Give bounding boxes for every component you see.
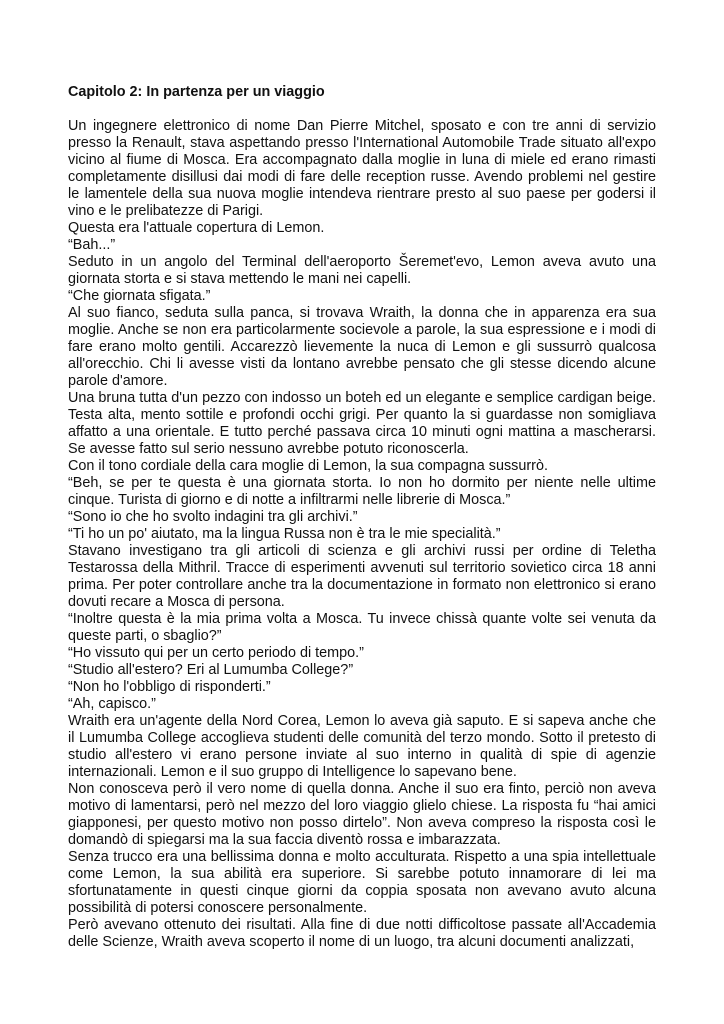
paragraph: Questa era l'attuale copertura di Lemon. [68,220,325,236]
paragraph: “Sono io che ho svolto indagini tra gli archivi.” [68,509,358,525]
paragraph: Senza trucco era una bellissima donna e molto acculturata. Rispetto a una spia intellettuale come Lemon, la sua abilità era superiore. Si sarebbe potuto innamorare di lei ma sfortunatamente in questi cinque giorni da coppia sposata non avevano avuto alcuna possibilità di potersi conoscere personalmente. [68,849,656,916]
paragraph: “Non ho l'obbligo di risponderti.” [68,679,271,695]
paragraph: Wraith era un'agente della Nord Corea, Lemon lo aveva già saputo. E si sapeva anche che il Lumumba College accoglieva studenti delle comunità del terzo mondo. Sotto il pretesto di studio all'estero vi erano persone inviate al suo interno in qualità di spie di agenzie internazionali. Lemon e il suo gruppo di Intelligence lo sapevano bene. [68,713,656,780]
paragraph: Seduto in un angolo del Terminal dell'aeroporto Šeremet'evo, Lemon aveva avuto una giornata storta e si stava mettendo le mani nei capelli. [68,254,656,287]
paragraph: “Ho vissuto qui per un certo periodo di tempo.” [68,645,364,661]
paragraph: Un ingegnere elettronico di nome Dan Pierre Mitchel, sposato e con tre anni di servizio presso la Renault, stava aspettando presso l'International Automobile Trade situato all'expo vicino al fiume di Mosca. Era accompagnato dalla moglie in luna di miele ed erano rimasti completamente disillusi dai modi di fare delle reception russe. Avendo problemi nel gestire le lamentele della sua nuova moglie intendeva rientrare presto al suo paese per godersi il vino e le prelibatezze di Parigi. [68,118,656,219]
paragraph: Non conosceva però il vero nome di quella donna. Anche il suo era finto, perciò non aveva motivo di lamentarsi, però nel mezzo del loro viaggio glielo chiese. La risposta fu “hai amici giapponesi, per questo motivo non posso dirtelo”. Non aveva compreso la risposta così le domandò di spiegarsi ma la sua faccia diventò rossa e imbarazzata. [68,781,656,848]
document-body [68,118,656,951]
paragraph: “Ti ho un po' aiutato, ma la lingua Russa non è tra le mie specialità.” [68,526,501,542]
paragraph: Al suo fianco, seduta sulla panca, si trovava Wraith, la donna che in apparenza era sua moglie. Anche se non era particolarmente socievole a parole, la sua espressione e i modi di fare erano molto gentili. Accarezzò lievemente la nuca di Lemon e gli sussurrò qualcosa all'orecchio. Chi li avesse visti da lontano avrebbe pensato che gli stesse dicendo alcune parole d'amore. [68,305,656,389]
paragraph: “Bah...” [68,237,116,253]
paragraph: Stavano investigano tra gli articoli di scienza e gli archivi russi per ordine di Teletha Testarossa della Mithril. Tracce di esperimenti avvenuti sul territorio sovietico circa 18 anni prima. Per poter controllare anche tra la documentazione in formato non elettronico si erano dovuti recare a Mosca di persona. [68,543,656,610]
chapter-title: Capitolo 2: In partenza per un viaggio [68,84,325,100]
paragraph: “Ah, capisco.” [68,696,156,712]
document-page [68,84,656,951]
paragraph: “Studio all'estero? Eri al Lumumba College?” [68,662,354,678]
paragraph: “Che giornata sfigata.” [68,288,211,304]
paragraph: “Inoltre questa è la mia prima volta a Mosca. Tu invece chissà quante volte sei venuta da queste parti, o sbaglio?” [68,611,656,644]
paragraph: Però avevano ottenuto dei risultati. Alla fine di due notti difficoltose passate all'Accademia delle Scienze, Wraith aveva scoperto il nome di un luogo, tra alcuni documenti analizzati, [68,917,656,950]
paragraph: “Beh, se per te questa è una giornata storta. Io non ho dormito per niente nelle ultime cinque. Turista di giorno e di notte a infiltrarmi nelle librerie di Mosca.” [68,475,656,508]
paragraph: Una bruna tutta d'un pezzo con indosso un boteh ed un elegante e semplice cardigan beige. Testa alta, mento sottile e profondi occhi grigi. Per quanto la si guardasse non somigliava affatto a una orientale. E tutto perché passava circa 10 minuti ogni mattina a mascherarsi. Se avesse fatto sul serio nessuno avrebbe potuto riconoscerla. [68,390,656,457]
paragraph: Con il tono cordiale della cara moglie di Lemon, la sua compagna sussurrò. [68,458,548,474]
